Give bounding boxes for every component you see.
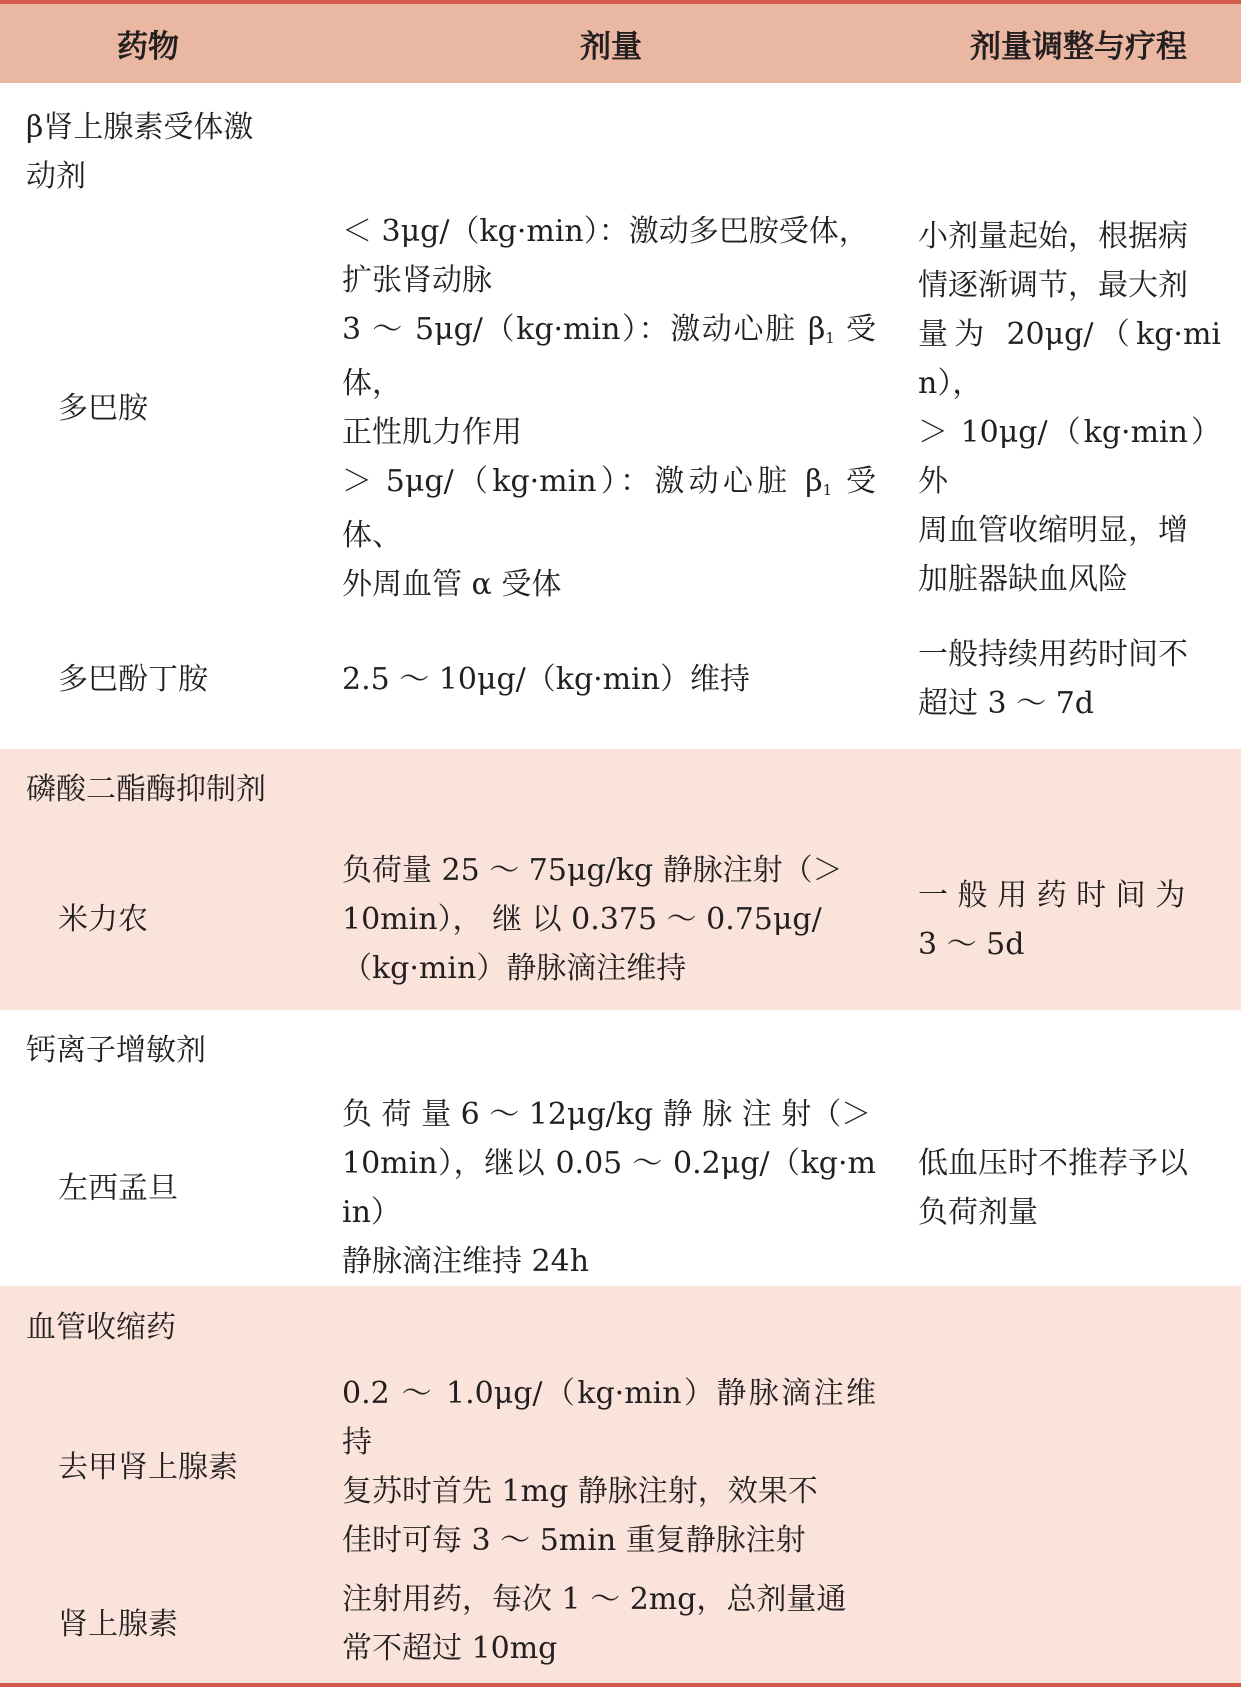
header-adjustment: 剂量调整与疗程 — [970, 29, 1187, 65]
group-row-vasoconstrictor — [0, 1286, 1241, 1369]
group-row-beta-agonist — [0, 83, 1241, 207]
drug-name-dobutamine: 多巴酚丁胺 — [58, 661, 208, 697]
dose-dobutamine: 2.5 ～ 10μg/（kg·min）维持 — [342, 661, 751, 697]
group-name-calcium-sensitizer: 钙离子增敏剂 — [26, 1032, 206, 1068]
drug-name-levosimendan: 左西孟旦 — [58, 1170, 178, 1206]
table-row-dobutamine — [0, 609, 1241, 749]
dose-norepinephrine: 0.2 ～ 1.0μg/（kg·min）静脉滴注维持 复苏时首先 1mg 静脉注射，效果不 佳时可每 3 ～ 5min 重复静脉注射 — [342, 1376, 876, 1558]
dose-dopamine: ＜ 3μg/（kg·min）：激动多巴胺受体， 扩张肾动脉 3 ～ 5μg/（kg·min）：激动心脏 $\beta_1$ 受体， 正性肌力作用 ＞ 5μg/（kg·min）：激动心脏 $\beta_1$ 受体、 外周血管 α 受体 — [342, 214, 877, 602]
adjust-dopamine: 小剂量起始，根据病 情逐渐调节，最大剂 量为 20μg/（kg·min）， ＞ 10μg/（kg·min） 外 周血管收缩明显，增 加脏器缺血风险 — [918, 219, 1221, 597]
adjust-norepinephrine — [906, 1369, 1241, 1565]
group-name-beta-agonist: β肾上腺素受体激 动剂 — [26, 110, 254, 194]
adjust-dobutamine: 一般持续用药时间不 超过 3 ～ 7d — [918, 637, 1188, 721]
drug-name-norepinephrine: 去甲肾上腺素 — [58, 1449, 238, 1485]
adjust-levosimendan: 低血压时不推荐予以 负荷剂量 — [918, 1146, 1188, 1230]
adjust-epinephrine — [906, 1565, 1241, 1685]
group-name-pde-inhibitor: 磷酸二酯酶抑制剂 — [26, 771, 266, 807]
group-row-calcium-sensitizer — [0, 1010, 1241, 1090]
table-header-row — [0, 2, 1241, 83]
drug-name-dopamine: 多巴胺 — [58, 390, 148, 426]
header-drug: 药物 — [117, 29, 179, 65]
table-row-epinephrine — [0, 1565, 1241, 1685]
group-row-pde-inhibitor — [0, 749, 1241, 829]
table-row-dopamine — [0, 207, 1241, 609]
adjust-milrinone: 一 般 用 药 时 间 为 3 ～ 5d — [918, 877, 1186, 962]
table-row-norepinephrine — [0, 1369, 1241, 1565]
drug-name-epinephrine: 肾上腺素 — [0, 1565, 336, 1685]
group-name-vasoconstrictor: 血管收缩药 — [26, 1310, 176, 1345]
drug-name-milrinone: 米力农 — [58, 902, 148, 937]
dose-levosimendan: 负 荷 量 6 ～ 12μg/kg 静 脉 注 射（＞ 10min），继以 0.05 ～ 0.2μg/（kg·min） 静脉滴注维持 24h — [342, 1097, 876, 1279]
dose-epinephrine: 注射用药，每次 1 ～ 2mg，总剂量通 常不超过 10mg — [336, 1565, 906, 1685]
dose-milrinone: 负荷量 25 ～ 75μg/kg 静脉注射（＞ 10min）， 继 以 0.375 ～ 0.75μg/ （kg·min）静脉滴注维持 — [342, 853, 843, 986]
header-dose: 剂量 — [580, 29, 642, 65]
table-row-levosimendan — [0, 1090, 1241, 1286]
table-row-milrinone — [0, 829, 1241, 1010]
